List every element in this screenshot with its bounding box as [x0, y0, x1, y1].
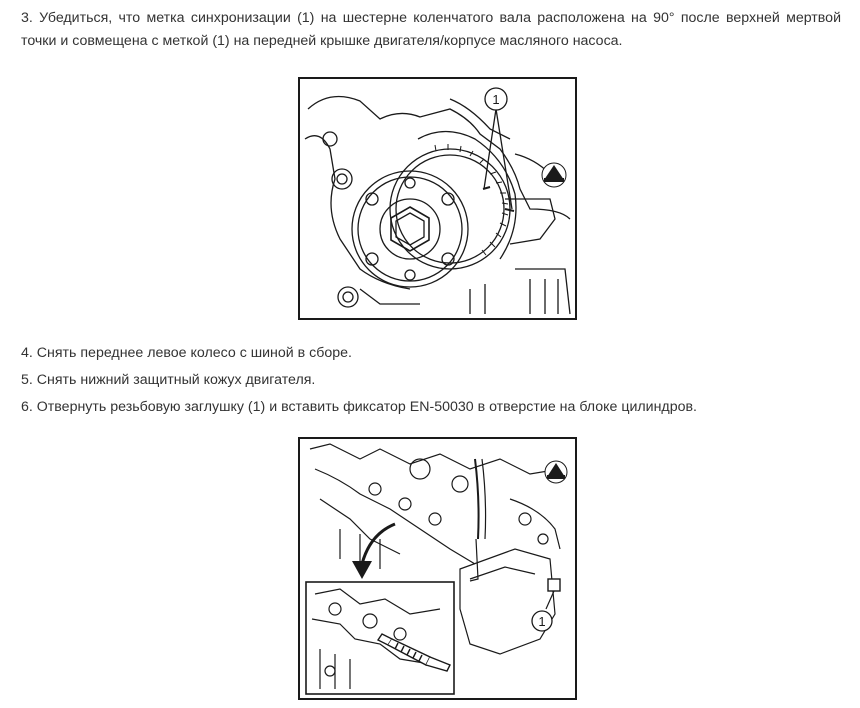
- step-4-text: 4. Снять переднее левое колесо с шиной в сборе.: [21, 345, 352, 361]
- brand-logo-icon: [545, 461, 567, 483]
- figure-cylinder-block-tool: [298, 437, 577, 700]
- threaded-plug-icon: [548, 579, 560, 591]
- step-3-text: 3. Убедиться, что метка синхронизации (1) на шестерне коленчатого вала расположена на 90° после верхней мертвой точки и совмещена с меткой (1) на передней крышке двигателя/корпусе масляного насоса.: [21, 10, 841, 49]
- crankshaft-sprocket-drawing: [300, 79, 575, 318]
- brand-logo-icon: [542, 163, 566, 187]
- figure-crankshaft-sprocket: [298, 77, 577, 320]
- callout-1-label: 1: [492, 92, 500, 107]
- cylinder-block-drawing: [300, 439, 575, 698]
- step-6-text: 6. Отвернуть резьбовую заглушку (1) и вставить фиксатор EN-50030 в отверстие на блоке цилиндров.: [21, 399, 697, 415]
- callout-1-label: 1: [538, 614, 546, 629]
- step-5-text: 5. Снять нижний защитный кожух двигателя.: [21, 372, 316, 388]
